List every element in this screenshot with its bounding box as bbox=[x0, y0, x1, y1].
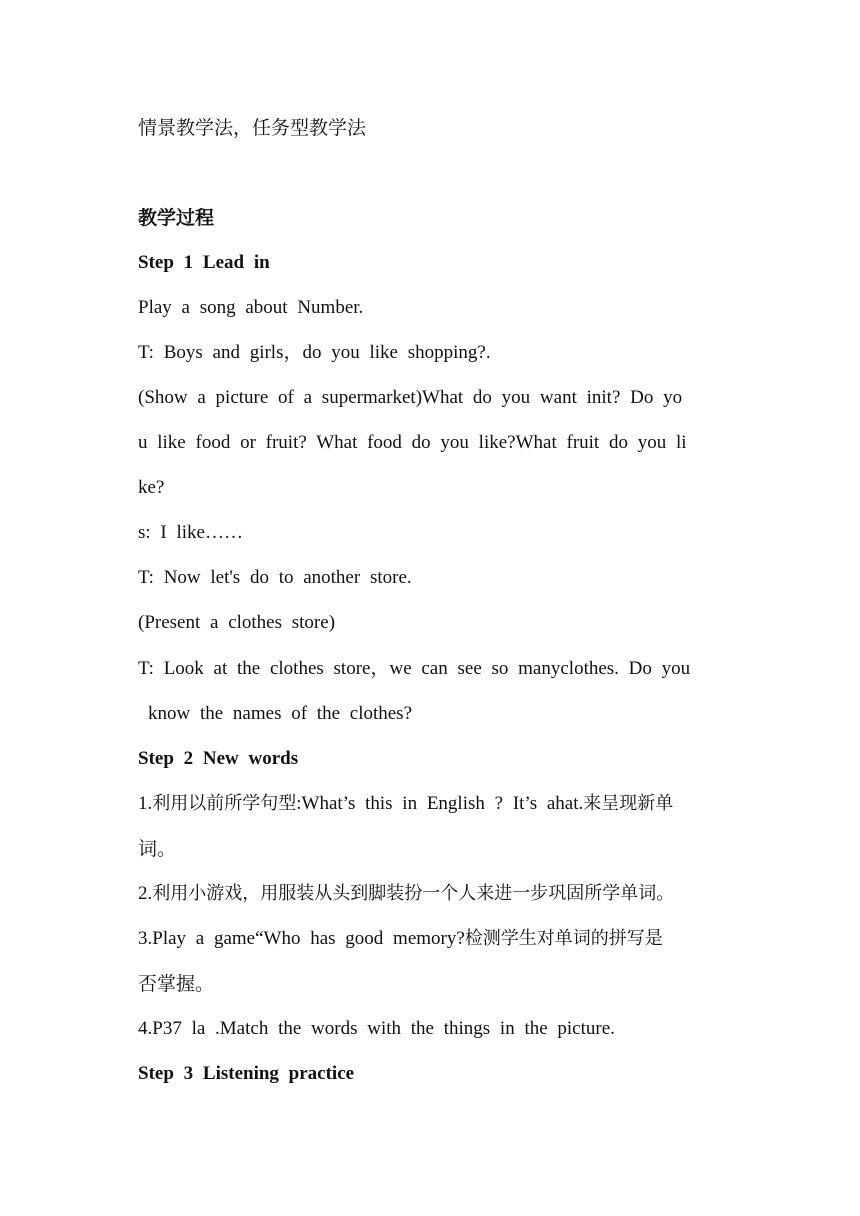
step1-line: (Present a clothes store) bbox=[138, 612, 336, 633]
step1-line: Play a song about Number. bbox=[138, 297, 364, 318]
item-text-en: 3.Play a game“Who has good memory? bbox=[138, 928, 465, 949]
teaching-method: 情景教学法，任务型教学法 bbox=[138, 117, 367, 139]
step1-line: ke? bbox=[138, 477, 165, 498]
step3-title: Step 3 Listening practice bbox=[138, 1063, 355, 1084]
step1-line: (Show a picture of a supermarket)What do you want init? Do yo bbox=[138, 387, 683, 408]
step1-line: T: Now let's do to another store. bbox=[138, 567, 412, 588]
step2-item-1 bbox=[138, 792, 738, 816]
step1-line: T: Boys and girls，do you like shopping?. bbox=[138, 342, 491, 363]
step2-item-4: 4.P37 la .Match the words with the things in the picture. bbox=[138, 1018, 615, 1039]
step1-line: s: I like…… bbox=[138, 522, 243, 543]
item-text-zh: 利用以前所学句型 bbox=[152, 793, 297, 814]
section-heading: 教学过程 bbox=[138, 207, 215, 229]
item-text-zh: 来呈现新单 bbox=[583, 793, 674, 814]
step1-line: u like food or fruit? What food do you like?What fruit do you li bbox=[138, 432, 687, 453]
item-number: 2. bbox=[138, 883, 153, 904]
step1-line: know the names of the clothes? bbox=[148, 703, 413, 724]
item-text-zh: 利用小游戏，用服装从头到脚装扮一个人来进一步巩固所学单词。 bbox=[152, 883, 675, 904]
item-text-en: :What’s this in English ? It’s ahat. bbox=[296, 793, 584, 814]
step1-title: Step 1 Lead in bbox=[138, 252, 270, 273]
step1-line: T: Look at the clothes store，we can see so manyclothes. Do you bbox=[138, 658, 691, 679]
step2-title: Step 2 New words bbox=[138, 748, 299, 769]
step2-item-3-cont: 否掌握。 bbox=[138, 973, 215, 995]
step2-item-1-cont: 词。 bbox=[138, 838, 177, 860]
item-text-zh: 检测学生对单词的拼写是 bbox=[464, 928, 663, 949]
step2-item-2 bbox=[138, 882, 738, 906]
step2-item-3 bbox=[138, 927, 738, 951]
item-number: 1. bbox=[138, 793, 153, 814]
